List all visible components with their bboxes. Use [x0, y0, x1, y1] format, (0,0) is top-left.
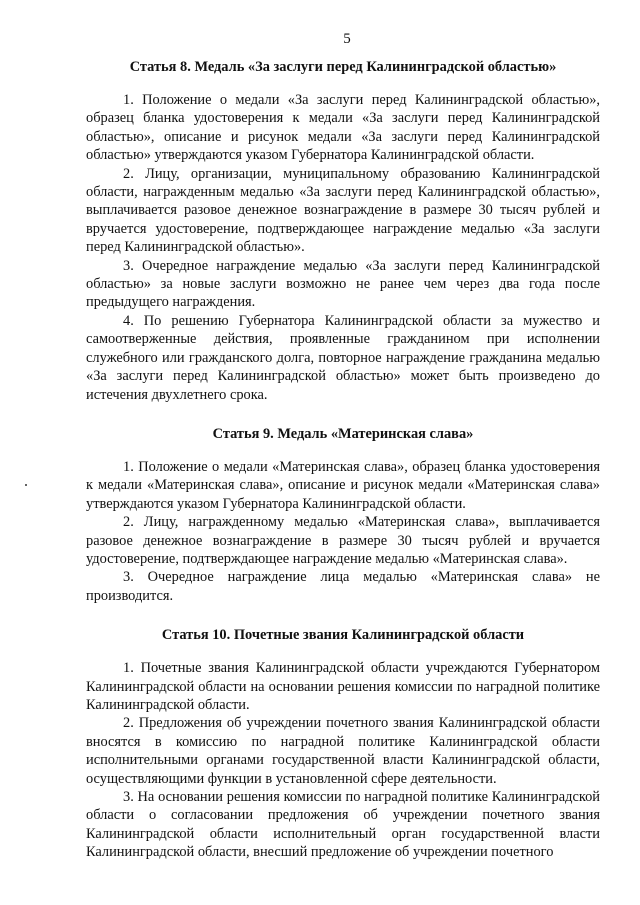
article-8-paragraph-1: 1. Положение о медали «За заслуги перед Калининградской областью», образец бланка удостоверения к медали «За заслуги перед Калининградской областью», описание и рисунок медали «За заслуги перед Калининградской областью» утверждаются указом Губернатора Калининградской области.	[86, 92, 600, 164]
scan-dot	[25, 484, 27, 486]
article-8-paragraph-4: 4. По решению Губернатора Калининградской области за мужество и самоотверженные действия, проявленные гражданином при исполнении служебного или гражданского долга, повторное награждение гражданина медалью «За заслуги перед Калининградской областью» может быть произведено до истечения двухлетнего срока.	[86, 312, 600, 403]
section-title-article-10: Статья 10. Почетные звания Калининградской области	[161, 627, 525, 644]
document-page	[86, 30, 600, 862]
article-9-paragraph-1: 1. Положение о медали «Материнская слава», образец бланка удостоверения к медали «Материнская слава», описание и рисунок медали «Материнская слава» утверждаются указом Губернатора Калининградской области.	[86, 458, 600, 512]
page-number: 5	[343, 31, 351, 47]
article-10-paragraph-2: 2. Предложения об учреждении почетного звания Калининградской области вносятся в комиссию по наградной политике Калининградской области исполнительными органами государственной власти Калининградской области, осуществляющими функции в установленной сфере деятельности.	[86, 715, 600, 787]
section-title-article-8: Статья 8. Медаль «За заслуги перед Калининградской областью»	[129, 59, 557, 75]
article-8-paragraph-2: 2. Лицу, организации, муниципальному образованию Калининградской области, награжденным медалью «За заслуги перед Калининградской областью», выплачивается разовое денежное вознаграждение в размере 30 тысяч рублей и вручается удостоверение, подтверждающее награждение медалью «За заслуги перед Калининградской областью».	[86, 165, 600, 256]
article-9-paragraph-2: 2. Лицу, награжденному медалью «Материнская слава», выплачивается разовое денежное вознаграждение в размере 30 тысяч рублей и вручается удостоверение, подтверждающее награждение медалью «Материнская слава».	[86, 514, 600, 567]
article-8-paragraph-3: 3. Очередное награждение медалью «За заслуги перед Калининградской областью» за новые заслуги возможно не ранее чем через два года после предыдущего награждения.	[86, 257, 600, 311]
article-9-paragraph-3: 3. Очередное награждение лица медалью «Материнская слава» не производится.	[86, 569, 600, 604]
section-title-article-9: Статья 9. Медаль «Материнская слава»	[212, 425, 474, 442]
article-10-paragraph-1: 1. Почетные звания Калининградской области учреждаются Губернатором Калининградской области на основании решения комиссии по наградной политике Калининградской области.	[86, 660, 600, 713]
article-10-paragraph-3: 3. На основании решения комиссии по наградной политике Калининградской области о согласовании предложения об учреждении почетного звания Калининградской области исполнительный орган государственной власти Калининградской области, внесший предложение об учреждении почетного	[86, 789, 600, 861]
